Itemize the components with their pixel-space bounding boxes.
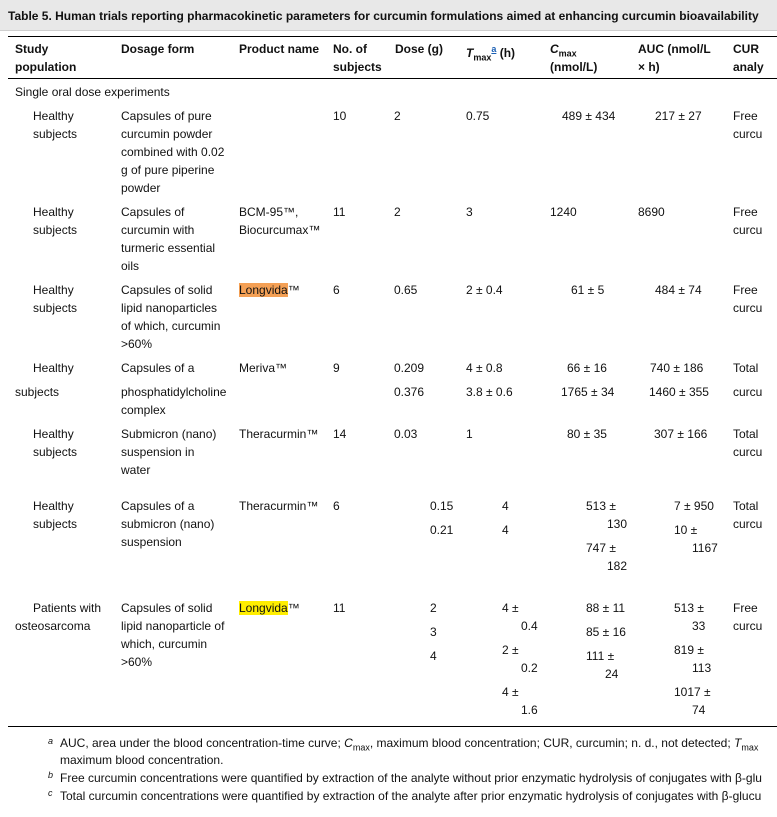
population-cell: subjects xyxy=(15,385,60,399)
auc-cell: 819 ± xyxy=(674,643,704,657)
dosage-form-cell: complex xyxy=(121,403,166,417)
tmax-cell: 3 xyxy=(466,205,473,219)
product-name-cell: Longvida™ xyxy=(239,601,300,615)
search-highlight: Longvida xyxy=(239,283,288,297)
auc-cell: 1460 ± 355 xyxy=(649,385,709,399)
dosage-form-cell: suspension in xyxy=(121,445,195,459)
subjects-cell: 9 xyxy=(333,361,340,375)
dose-cell: 3 xyxy=(430,625,437,639)
cmax-cell: 85 ± 16 xyxy=(586,625,626,639)
cmax-cell: 80 ± 35 xyxy=(567,427,607,441)
dosage-form-cell: Capsules of xyxy=(121,205,185,219)
tmax-cell: 4 ± xyxy=(502,685,519,699)
tmax-cell: 0.2 xyxy=(521,661,538,675)
footnote-b-mark: b xyxy=(48,770,54,780)
cmax-cell: 66 ± 16 xyxy=(567,361,607,375)
subjects-cell: 6 xyxy=(333,499,340,513)
population-cell: osteosarcoma xyxy=(15,619,91,633)
dosage-form-cell: curcumin powder xyxy=(121,127,213,141)
dosage-form-cell: curcumin with xyxy=(121,223,195,237)
auc-cell: 740 ± 186 xyxy=(650,361,704,375)
dosage-form-cell: Capsules of pure xyxy=(121,109,212,123)
header-top-rule xyxy=(8,36,777,37)
population-cell: Healthy xyxy=(33,283,74,297)
dosage-form-cell: >60% xyxy=(121,655,153,669)
cmax-cell: 88 ± 11 xyxy=(586,601,626,615)
cur-cell: Total xyxy=(733,361,759,375)
cur-cell: curcu xyxy=(733,301,763,315)
header-cmax-unit: (nmol/L) xyxy=(550,60,598,74)
dose-cell: 2 xyxy=(394,109,401,123)
auc-cell: 484 ± 74 xyxy=(655,283,702,297)
product-name-cell: Theracurmin™ xyxy=(239,499,319,513)
product-name-cell: Biocurcumax™ xyxy=(239,223,321,237)
header-auc: AUC (nmol/L xyxy=(638,42,711,56)
auc-cell: 1167 xyxy=(692,541,718,555)
population-cell: Patients with xyxy=(33,601,102,615)
cmax-cell: 111 ± xyxy=(586,649,615,663)
dosage-form-cell: Capsules of solid xyxy=(121,283,213,297)
tmax-cell: 4 ± 0.8 xyxy=(466,361,503,375)
dosage-form-cell: oils xyxy=(121,259,140,273)
auc-cell: 10 ± xyxy=(674,523,698,537)
product-name-cell: Longvida™ xyxy=(239,283,300,297)
auc-cell: 113 xyxy=(692,661,712,675)
dose-cell: 2 xyxy=(394,205,401,219)
section-label: Single oral dose experiments xyxy=(15,85,170,99)
cmax-cell: 513 ± xyxy=(586,499,616,513)
cur-cell: curcu xyxy=(733,127,763,141)
cur-cell: curcu xyxy=(733,385,763,399)
header-cur: CUR xyxy=(733,42,759,56)
dosage-form-cell: powder xyxy=(121,181,161,195)
cur-cell: curcu xyxy=(733,223,763,237)
product-name-cell: Theracurmin™ xyxy=(239,427,319,441)
cur-cell: curcu xyxy=(733,619,763,633)
population-cell: Healthy xyxy=(33,361,74,375)
dosage-form-cell: >60% xyxy=(121,337,153,351)
dose-cell: 0.376 xyxy=(394,385,425,399)
dosage-form-cell: submicron (nano) xyxy=(121,517,215,531)
auc-cell: 8690 xyxy=(638,205,665,219)
population-cell: subjects xyxy=(33,517,78,531)
dose-cell: 0.03 xyxy=(394,427,418,441)
cmax-cell: 24 xyxy=(605,667,619,681)
tmax-cell: 2 ± xyxy=(502,643,519,657)
cmax-cell: 130 xyxy=(607,517,628,531)
auc-cell: 513 ± xyxy=(674,601,704,615)
tmax-cell: 2 ± 0.4 xyxy=(466,283,503,297)
dosage-form-cell: Capsules of solid xyxy=(121,601,213,615)
header-population: population xyxy=(15,60,77,74)
product-name-cell: BCM-95™, xyxy=(239,205,299,219)
table-bottom-rule xyxy=(8,726,777,727)
population-cell: subjects xyxy=(33,445,78,459)
header-dosage-form: Dosage form xyxy=(121,42,195,56)
cmax-cell: 1240 xyxy=(550,205,577,219)
cur-cell: Free xyxy=(733,109,758,123)
cur-cell: Free xyxy=(733,205,758,219)
cmax-cell: 747 ± xyxy=(586,541,616,555)
footnote-c: Total curcumin concentrations were quantified by extraction of the analyte after prior enzymatic hydrolysis of conjugates with β-glucu xyxy=(60,789,762,803)
subjects-cell: 6 xyxy=(333,283,340,297)
footnote-b: Free curcumin concentrations were quantified by extraction of the analyte without prior enzymatic hydrolysis of conjugates with β-glu xyxy=(60,771,762,785)
auc-cell: 7 ± 950 xyxy=(674,499,714,513)
footnote-c-mark: c xyxy=(48,788,53,798)
dosage-form-cell: of which, curcumin xyxy=(121,319,221,333)
tmax-cell: 0.75 xyxy=(466,109,490,123)
dosage-form-cell: phosphatidylcholine xyxy=(121,385,227,399)
dosage-form-cell: Submicron (nano) xyxy=(121,427,217,441)
auc-cell: 217 ± 27 xyxy=(655,109,702,123)
dosage-form-cell: combined with 0.02 xyxy=(121,145,225,159)
tmax-cell: 1.6 xyxy=(521,703,538,717)
auc-cell: 1017 ± xyxy=(674,685,711,699)
population-cell: subjects xyxy=(33,301,78,315)
dosage-form-cell: Capsules of a xyxy=(121,499,195,513)
cmax-cell: 489 ± 434 xyxy=(562,109,616,123)
header-tmax: $T_{max}^a$ (h) xyxy=(466,44,516,63)
dosage-form-cell: lipid nanoparticle of xyxy=(121,619,225,633)
dose-cell: 0.21 xyxy=(430,523,454,537)
cur-cell: Free xyxy=(733,283,758,297)
header-no-of: No. of xyxy=(333,42,367,56)
auc-cell: 74 xyxy=(692,703,706,717)
header-cmax: $C_{max}$ xyxy=(550,42,577,59)
cur-cell: Total xyxy=(733,499,759,513)
cur-cell: curcu xyxy=(733,445,763,459)
tmax-cell: 0.4 xyxy=(521,619,538,633)
tmax-cell: 4 xyxy=(502,499,509,513)
search-highlight: Longvida xyxy=(239,601,288,615)
tmax-cell: 4 xyxy=(502,523,509,537)
table-title: Table 5. Human trials reporting pharmacokinetic parameters for curcumin formulations aimed at enhancing curcumin bioavailability xyxy=(8,9,759,23)
dose-cell: 2 xyxy=(430,601,437,615)
dosage-form-cell: which, curcumin xyxy=(121,637,208,651)
cmax-cell: 61 ± 5 xyxy=(571,283,605,297)
population-cell: Healthy xyxy=(33,499,74,513)
population-cell: subjects xyxy=(33,127,78,141)
footnote-a: AUC, area under the blood concentration-time curve; $C_{max}$, maximum blood concentration; CUR, curcumin; n. d., not detected; $T_{max}$ xyxy=(60,736,759,753)
dose-cell: 0.65 xyxy=(394,283,418,297)
cmax-cell: 182 xyxy=(607,559,628,573)
auc-cell: 33 xyxy=(692,619,706,633)
dose-cell: 4 xyxy=(430,649,437,663)
dosage-form-cell: g of pure piperine xyxy=(121,163,215,177)
header-cur-analysis: analy xyxy=(733,60,764,74)
cur-cell: curcu xyxy=(733,517,763,531)
header-subjects: subjects xyxy=(333,60,382,74)
tmax-cell: 4 ± xyxy=(502,601,519,615)
dosage-form-cell: Capsules of a xyxy=(121,361,195,375)
dose-cell: 0.15 xyxy=(430,499,454,513)
population-cell: Healthy xyxy=(33,109,74,123)
cmax-cell: 1765 ± 34 xyxy=(561,385,615,399)
header-study: Study xyxy=(15,42,49,56)
subjects-cell: 11 xyxy=(333,601,346,615)
footnote-a-mark: a xyxy=(48,736,54,746)
dosage-form-cell: turmeric essential xyxy=(121,241,216,255)
cur-cell: Free xyxy=(733,601,758,615)
population-cell: Healthy xyxy=(33,427,74,441)
footnote-a-line2: maximum blood concentration. xyxy=(60,753,224,767)
header-bottom-rule xyxy=(8,78,777,79)
auc-cell: 307 ± 166 xyxy=(654,427,708,441)
dosage-form-cell: lipid nanoparticles xyxy=(121,301,218,315)
subjects-cell: 11 xyxy=(333,205,346,219)
population-cell: subjects xyxy=(33,223,78,237)
dose-cell: 0.209 xyxy=(394,361,425,375)
product-name-cell: Meriva™ xyxy=(239,361,288,375)
tmax-cell: 3.8 ± 0.6 xyxy=(466,385,513,399)
header-dose: Dose (g) xyxy=(395,42,443,56)
header-product-name: Product name xyxy=(239,42,320,56)
cur-cell: Total xyxy=(733,427,759,441)
dosage-form-cell: water xyxy=(121,463,151,477)
tmax-cell: 1 xyxy=(466,427,473,441)
subjects-cell: 10 xyxy=(333,109,347,123)
subjects-cell: 14 xyxy=(333,427,347,441)
header-auc-unit: × h) xyxy=(638,60,660,74)
population-cell: Healthy xyxy=(33,205,74,219)
dosage-form-cell: suspension xyxy=(121,535,182,549)
